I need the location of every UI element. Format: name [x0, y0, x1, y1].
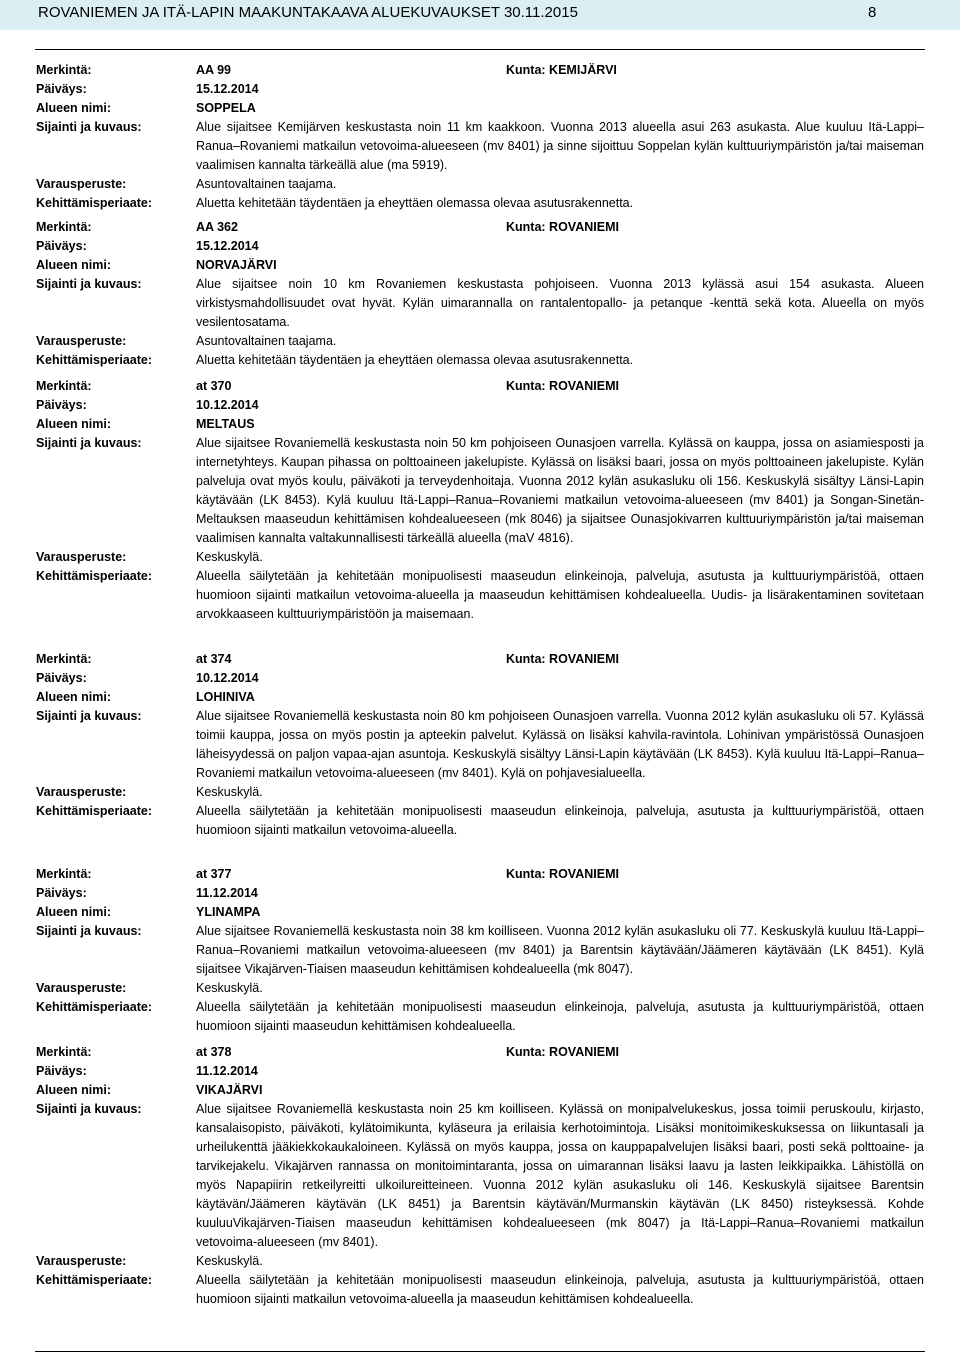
paivays-row — [36, 80, 924, 99]
paivays-value: 11.12.2014 — [196, 886, 258, 900]
sijainti-label: Sijainti ja kuvaus: — [36, 436, 142, 450]
kehittamisperiaate-label: Kehittämisperiaate: — [36, 1273, 153, 1287]
sijainti-row — [36, 922, 924, 979]
kunta-value: Kunta: ROVANIEMI — [506, 379, 619, 393]
varausperuste-label: Varausperuste: — [36, 550, 127, 564]
varausperuste-row — [36, 1252, 924, 1271]
sijainti-value: Alue sijaitsee Rovaniemellä keskustasta noin 50 km pohjoiseen Ounasjoen varrella. Kylässä on kauppa, jossa on asiamiesposti ja internetyhteys. Kaupan pihassa on polttoaineen jakelupiste. Kylässä on lisäksi baari, jossa on myös polttoaineen jakelupiste. Kylän palveluja ovat myös koulu, päiväkoti ja terveydenhoitaja. Vuonna 2012 kylän asukasluku oli 156. Keskuskylä sisältyy Länsi-Lapin käytävään (LK 8453). Kylä kuuluu Itä-Lappi–Ranua–Rovaniemi matkailun vetovoima-alueeseen (mv 8401) ja Songan-Sinetän-Meltauksen maaseudun kehittämisen kohdealueeseen (mk 8046) ja sijaitsee Ounasjokivarren kulttuuriympäristön ja/tai maiseman vaalimisen kannalta valtakunnallisesti tärkeällä alueella (maV 4816). — [196, 436, 924, 545]
alueen-nimi-label: Alueen nimi: — [36, 1083, 112, 1097]
kehittamisperiaate-label: Kehittämisperiaate: — [36, 804, 153, 818]
alueen-nimi-row — [36, 415, 924, 434]
kehittamisperiaate-label: Kehittämisperiaate: — [36, 1000, 153, 1014]
varausperuste-value: Asuntovaltainen taajama. — [196, 177, 337, 191]
paivays-label: Päiväys: — [36, 398, 87, 412]
varausperuste-label: Varausperuste: — [36, 177, 127, 191]
paivays-value: 10.12.2014 — [196, 671, 259, 685]
sijainti-label: Sijainti ja kuvaus: — [36, 709, 142, 723]
page-number: 8 — [868, 4, 877, 21]
varausperuste-row — [36, 175, 924, 194]
merkinta-label: Merkintä: — [36, 63, 92, 77]
paivays-label: Päiväys: — [36, 1064, 87, 1078]
merkinta-row — [36, 865, 924, 884]
sijainti-value: Alue sijaitsee noin 10 km Rovaniemen keskustasta pohjoiseen. Vuonna 2013 kylässä asui 154 asukasta. Alueen virkistysmahdollisuudet ovat hyvät. Kylän uimarannalla on rantalentopallo- ja petanque -kenttä sekä kota. Alueella on myös vesilentosatama. — [196, 277, 924, 329]
divider — [35, 1351, 925, 1352]
sijainti-row — [36, 707, 924, 783]
kehittamisperiaate-row — [36, 567, 924, 624]
varausperuste-value: Keskuskylä. — [196, 1254, 263, 1268]
merkinta-label: Merkintä: — [36, 379, 92, 393]
area-entry — [36, 377, 924, 624]
sijainti-label: Sijainti ja kuvaus: — [36, 924, 142, 938]
kehittamisperiaate-row — [36, 802, 924, 840]
merkinta-row — [36, 61, 924, 80]
sijainti-row — [36, 275, 924, 332]
merkinta-value: at 374 — [196, 652, 232, 666]
merkinta-value: at 370 — [196, 379, 232, 393]
sijainti-value: Alue sijaitsee Kemijärven keskustasta noin 11 km kaakkoon. Vuonna 2013 alueella asui 263 asukasta. Alue kuuluu Itä-Lappi–Ranua–Rovaniemi matkailun vetovoima-alueeseen (mv 8401) ja sinne sijoittuu Soppelan kylän kulttuuriympäristön ja/tai maiseman vaalimisen kannalta tärkeällä alue (ma 5919). — [196, 120, 924, 172]
paivays-label: Päiväys: — [36, 239, 87, 253]
paivays-row — [36, 884, 924, 903]
area-entry — [36, 1043, 924, 1309]
sijainti-row — [36, 118, 924, 175]
sijainti-label: Sijainti ja kuvaus: — [36, 120, 142, 134]
varausperuste-value: Keskuskylä. — [196, 550, 263, 564]
paivays-label: Päiväys: — [36, 671, 87, 685]
paivays-row — [36, 237, 924, 256]
divider — [35, 49, 925, 50]
alueen-nimi-value: YLINAMPA — [196, 905, 261, 919]
kunta-value: Kunta: ROVANIEMI — [506, 1045, 619, 1059]
alueen-nimi-value: MELTAUS — [196, 417, 255, 431]
varausperuste-row — [36, 548, 924, 567]
merkinta-label: Merkintä: — [36, 220, 92, 234]
alueen-nimi-row — [36, 1081, 924, 1100]
varausperuste-row — [36, 783, 924, 802]
kehittamisperiaate-row — [36, 351, 924, 370]
area-entry — [36, 218, 924, 370]
varausperuste-label: Varausperuste: — [36, 334, 127, 348]
alueen-nimi-value: NORVAJÄRVI — [196, 258, 277, 272]
varausperuste-value: Keskuskylä. — [196, 981, 263, 995]
alueen-nimi-row — [36, 256, 924, 275]
area-entry — [36, 61, 924, 213]
alueen-nimi-value: VIKAJÄRVI — [196, 1083, 263, 1097]
varausperuste-value: Asuntovaltainen taajama. — [196, 334, 337, 348]
paivays-label: Päiväys: — [36, 886, 87, 900]
paivays-row — [36, 669, 924, 688]
paivays-row — [36, 1062, 924, 1081]
kunta-value: Kunta: ROVANIEMI — [506, 867, 619, 881]
kunta-value: Kunta: ROVANIEMI — [506, 220, 619, 234]
alueen-nimi-label: Alueen nimi: — [36, 905, 112, 919]
kehittamisperiaate-value: Alueella säilytetään ja kehitetään monipuolisesti maaseudun elinkeinoja, palveluja, asutusta ja kulttuuriympäristöä, ottaen huomioon sijainti matkailun vetovoima-alueella ja maaseudun kehittämisen kohdealueella. — [196, 1273, 924, 1306]
varausperuste-label: Varausperuste: — [36, 981, 127, 995]
merkinta-value: AA 362 — [196, 220, 238, 234]
merkinta-label: Merkintä: — [36, 652, 92, 666]
alueen-nimi-row — [36, 688, 924, 707]
merkinta-label: Merkintä: — [36, 1045, 92, 1059]
area-entry — [36, 865, 924, 1036]
kehittamisperiaate-row — [36, 194, 924, 213]
paivays-value: 11.12.2014 — [196, 1064, 258, 1078]
paivays-value: 15.12.2014 — [196, 239, 259, 253]
kunta-value: Kunta: KEMIJÄRVI — [506, 63, 617, 77]
varausperuste-label: Varausperuste: — [36, 785, 127, 799]
kehittamisperiaate-row — [36, 998, 924, 1036]
varausperuste-value: Keskuskylä. — [196, 785, 263, 799]
alueen-nimi-label: Alueen nimi: — [36, 258, 112, 272]
sijainti-row — [36, 1100, 924, 1252]
sijainti-value: Alue sijaitsee Rovaniemellä keskustasta noin 25 km koilliseen. Kylässä on monipalvelukeskus, jossa toimii peruskoulu, kirjasto, kansalaisopisto, päiväkoti, kylätoimikunta, kyläseura ja erilaisia kerhotoimintoja. Lisäksi monitoimikeskuksessa on liikuntasali ja urheilukenttä jääkiekkokaukaloineen. Kylässä on myös kauppa, jossa on kauppapalvelujen lisäksi baari, posti sekä polttoaine- ja tarvikejakelu. Vikajärven rannassa on monitoimintaranta, jossa on uimarannan lisäksi laavu ja lasten leikkipaikka. Lähistöllä on myös Napapiirin retkeilyreitti ulkoilureitteineen. Vuonna 2012 kylän asukasluku oli 146. Keskuskylä sijaitsee Barentsin käytävän/Jäämeren käytävän (LK 8451) ja Barentsin käytävän/Murmanskin käytävän (LK 8450) risteyksessä. Kohde kuuluuVikajärven-Tiaisen maaseudun kehittämisen kohdealueeseen (mk 8047) ja Itä-Lappi–Ranua–Rovaniemi matkailun vetovoima-alueeseen (mv 8401). — [196, 1102, 924, 1249]
merkinta-row — [36, 377, 924, 396]
alueen-nimi-row — [36, 99, 924, 118]
kehittamisperiaate-value: Alueella säilytetään ja kehitetään monipuolisesti maaseudun elinkeinoja, palveluja, asutusta ja kulttuuriympäristöä, ottaen huomioon sijainti matkailun vetovoima-alueella. — [196, 804, 924, 837]
paivays-value: 15.12.2014 — [196, 82, 259, 96]
kehittamisperiaate-value: Alueella säilytetään ja kehitetään monipuolisesti maaseudun elinkeinoja, palveluja, asutusta ja kulttuuriympäristöä, ottaen huomioon sijainti matkailun vetovoima-alueella ja maaseudun kehittämisen kohdealueella. Uudis- ja lisärakentaminen sovitetaan arvokkaaseen kulttuuriympäristöön ja maisemaan. — [196, 569, 924, 621]
alueen-nimi-value: LOHINIVA — [196, 690, 255, 704]
paivays-row — [36, 396, 924, 415]
header-title: ROVANIEMEN JA ITÄ-LAPIN MAAKUNTAKAAVA ALUEKUVAUKSET 30.11.2015 — [38, 4, 578, 21]
area-entry — [36, 650, 924, 840]
page-header — [0, 0, 960, 30]
paivays-label: Päiväys: — [36, 82, 87, 96]
sijainti-row — [36, 434, 924, 548]
kehittamisperiaate-value: Alueella säilytetään ja kehitetään monipuolisesti maaseudun elinkeinoja, palveluja, asutusta ja kulttuuriympäristöä, ottaen huomioon sijainti maaseudun kehittämisen kohdealueella. — [196, 1000, 924, 1033]
sijainti-label: Sijainti ja kuvaus: — [36, 277, 142, 291]
alueen-nimi-label: Alueen nimi: — [36, 690, 112, 704]
sijainti-value: Alue sijaitsee Rovaniemellä keskustasta noin 38 km koilliseen. Vuonna 2012 kylän asukasluku oli 77. Keskuskylä kuuluu Itä-Lappi–Ranua–Rovaniemi matkailun vetovoima-alueeseen (mv 8401) ja Barentsin käytävään/Jäämeren käytävään (LK 8451). Kylä sijaitsee Vikajärven-Tiaisen maaseudun kehittämisen kohdealueella (mk 8047). — [196, 924, 924, 976]
kunta-value: Kunta: ROVANIEMI — [506, 652, 619, 666]
alueen-nimi-value: SOPPELA — [196, 101, 256, 115]
varausperuste-label: Varausperuste: — [36, 1254, 127, 1268]
sijainti-label: Sijainti ja kuvaus: — [36, 1102, 142, 1116]
kehittamisperiaate-label: Kehittämisperiaate: — [36, 353, 153, 367]
paivays-value: 10.12.2014 — [196, 398, 259, 412]
kehittamisperiaate-label: Kehittämisperiaate: — [36, 196, 153, 210]
alueen-nimi-label: Alueen nimi: — [36, 101, 112, 115]
varausperuste-row — [36, 979, 924, 998]
merkinta-row — [36, 1043, 924, 1062]
sijainti-value: Alue sijaitsee Rovaniemellä keskustasta noin 80 km pohjoiseen Ounasjoen varrella. Vuonna 2012 kylän asukasluku oli 57. Kylässä toimii kauppa, jossa on myös postin ja apteekin palvelut. Kylässä on lisäksi kahvila-ravintola. Lohinivan ympäristössä Ounasjoen läheisyydessä on paljon vapaa-ajan asuntoja. Keskuskylä sisältyy Länsi-Lapin käytävään (LK 8453). Kylä kuuluu Itä-Lappi–Ranua–Rovaniemi matkailun vetovoima-alueeseen (mv 8401). Kylä on pohjavesialueella. — [196, 709, 924, 780]
kehittamisperiaate-label: Kehittämisperiaate: — [36, 569, 153, 583]
merkinta-label: Merkintä: — [36, 867, 92, 881]
merkinta-row — [36, 218, 924, 237]
kehittamisperiaate-row — [36, 1271, 924, 1309]
merkinta-value: AA 99 — [196, 63, 231, 77]
merkinta-value: at 377 — [196, 867, 232, 881]
alueen-nimi-row — [36, 903, 924, 922]
kehittamisperiaate-value: Aluetta kehitetään täydentäen ja eheyttäen olemassa olevaa asutusrakennetta. — [196, 353, 634, 367]
merkinta-value: at 378 — [196, 1045, 232, 1059]
kehittamisperiaate-value: Aluetta kehitetään täydentäen ja eheyttäen olemassa olevaa asutusrakennetta. — [196, 196, 634, 210]
alueen-nimi-label: Alueen nimi: — [36, 417, 112, 431]
merkinta-row — [36, 650, 924, 669]
varausperuste-row — [36, 332, 924, 351]
